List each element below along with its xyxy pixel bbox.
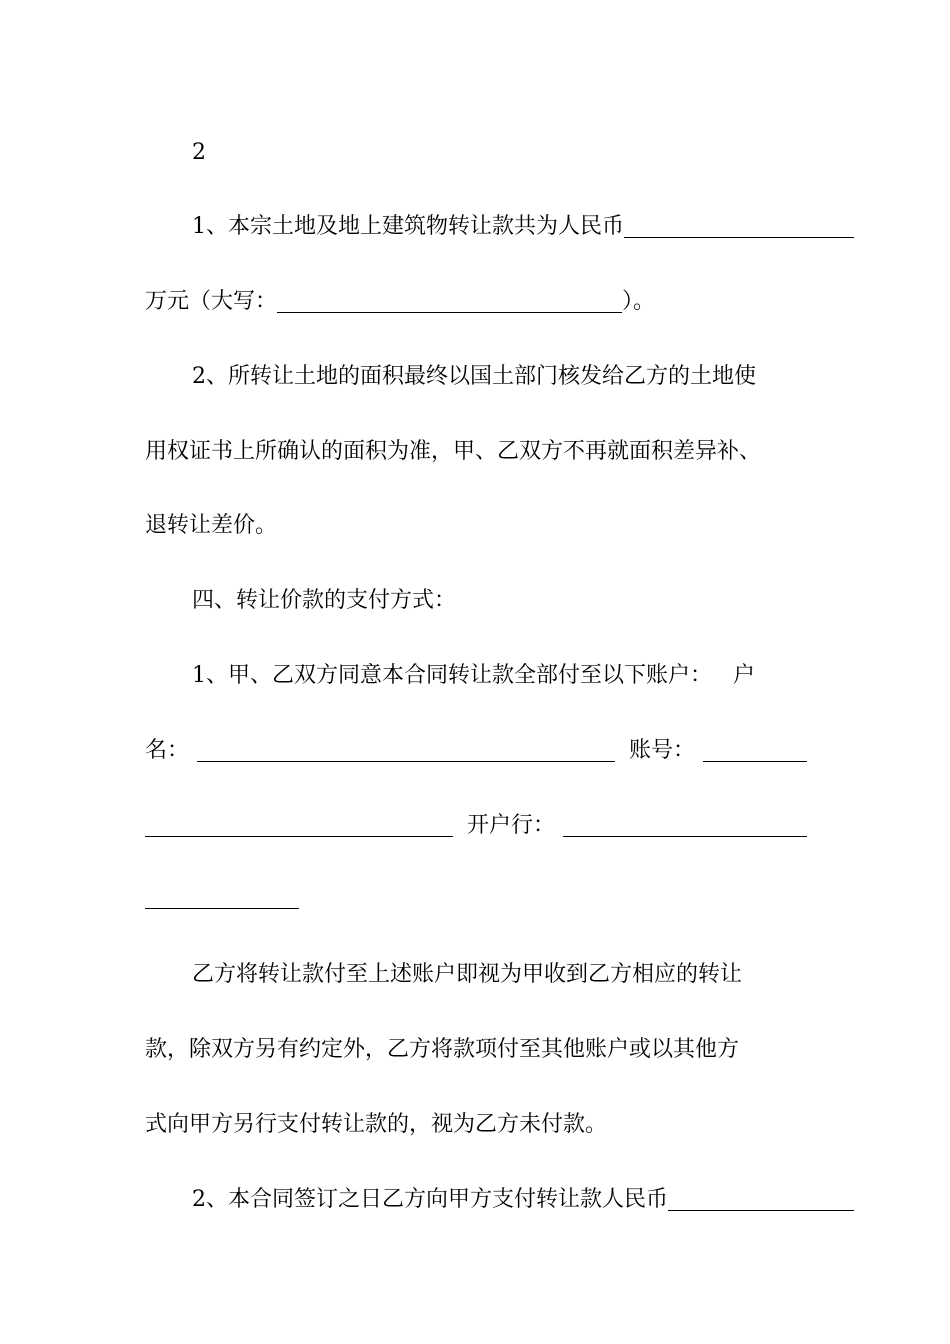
amount-blank <box>624 215 854 238</box>
bank-blank <box>563 814 807 837</box>
paragraph-text: 式向甲方另行支付转让款的，视为乙方未付款。 <box>145 1112 608 1137</box>
article4-para-line3 <box>145 1110 807 1140</box>
account-number-blank <box>703 739 807 762</box>
paragraph-text: 乙方将转让款付至上述账户即视为甲收到乙方相应的转让 <box>192 962 743 987</box>
paragraph-text: 2、所转让土地的面积最终以国土部门核发给乙方的土地使 <box>192 364 756 389</box>
bank-blank-cont <box>145 886 299 909</box>
paragraph-text: 1、甲、乙双方同意本合同转让款全部付至以下账户： 户 <box>192 663 755 688</box>
bank-line-cont <box>145 886 807 913</box>
account-name-blank <box>197 739 615 762</box>
article4-para-line2 <box>145 1035 807 1065</box>
item1-close: ）。 <box>622 289 656 314</box>
account-name-label: 名： <box>145 738 190 763</box>
section-heading: 四、转让价款的支付方式： <box>192 588 457 613</box>
bank-line <box>145 811 807 841</box>
article3-item2-line1 <box>145 362 854 392</box>
amount-uppercase-blank <box>277 290 622 313</box>
payment-amount-blank <box>668 1188 854 1211</box>
account-number-blank-cont <box>145 814 453 837</box>
item1-text: 1、本宗土地及地上建筑物转让款共为人民币 <box>192 214 624 239</box>
article3-item1-line2 <box>145 287 807 317</box>
bank-label: 开户行： <box>467 813 556 838</box>
paragraph-text: 用权证书上所确认的面积为准，甲、乙双方不再就面积差异补、 <box>145 439 762 464</box>
account-line <box>145 736 807 766</box>
page-number <box>145 138 854 168</box>
article3-item2-line2 <box>145 437 807 467</box>
article4-para-line1 <box>145 960 854 990</box>
article4-item2-line1 <box>145 1185 854 1215</box>
account-number-label: 账号： <box>629 738 696 763</box>
article4-heading <box>145 586 854 616</box>
article3-item2-line3 <box>145 511 807 541</box>
paragraph-text: 款，除双方另有约定外，乙方将款项付至其他账户或以其他方 <box>145 1037 740 1062</box>
article3-item1-line1 <box>145 212 854 242</box>
article4-item1-line1 <box>145 661 854 691</box>
page-marker-text: 2 <box>192 140 206 165</box>
item1-unit: 万元（大写： <box>145 289 278 314</box>
paragraph-text: 退转让差价。 <box>145 513 278 538</box>
paragraph-text: 2、本合同签订之日乙方向甲方支付转让款人民币 <box>192 1187 668 1212</box>
